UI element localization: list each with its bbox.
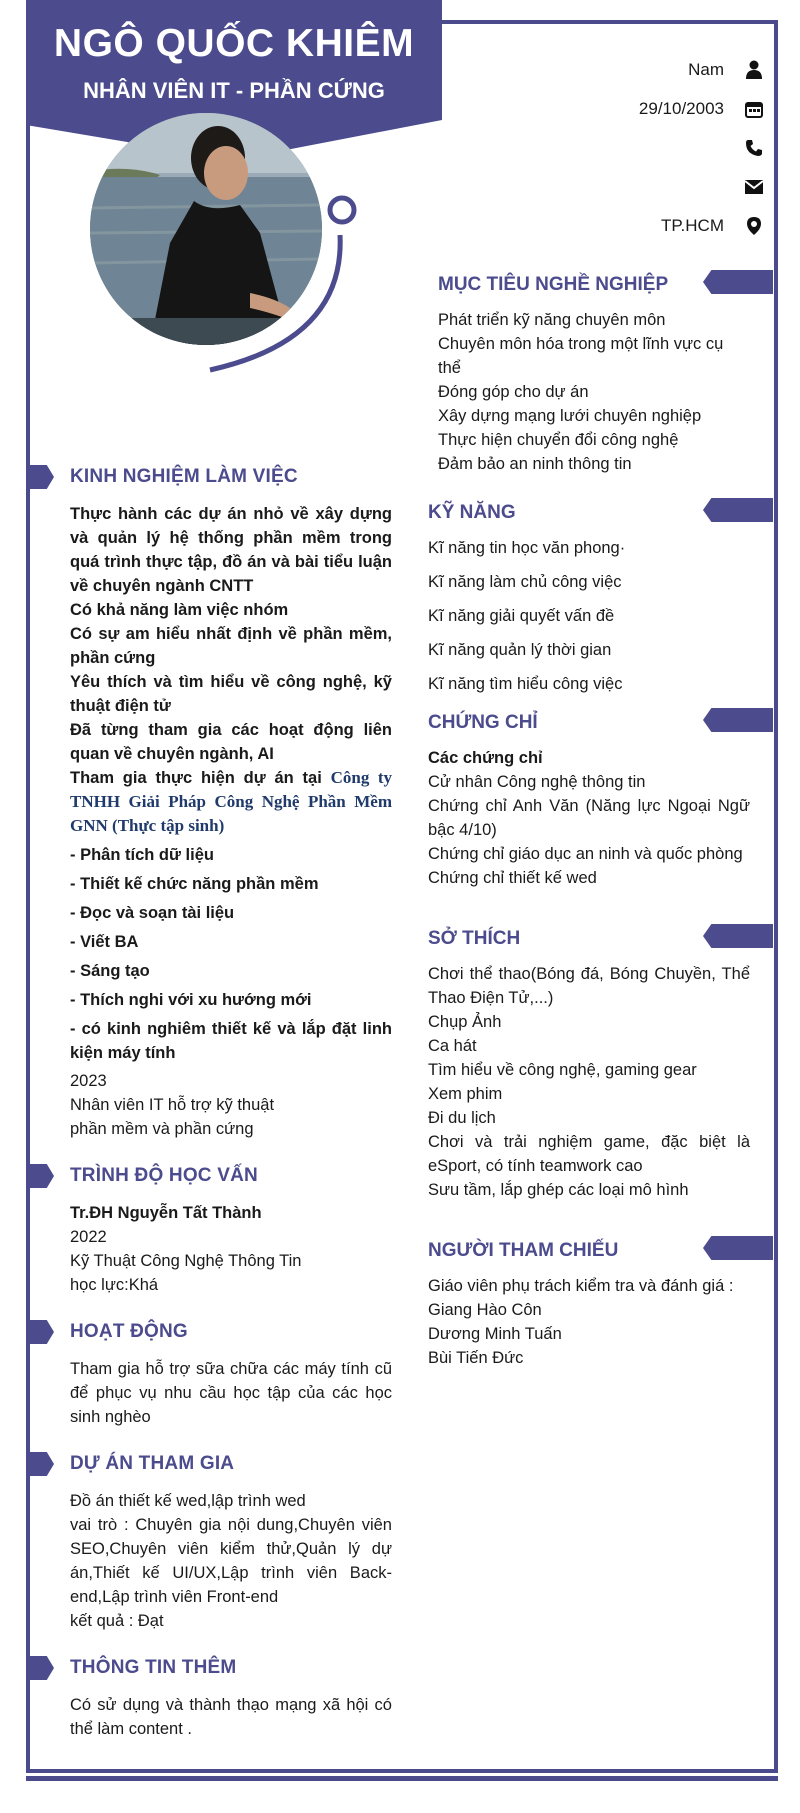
section-experience-body xyxy=(30,502,392,1141)
location-pin-icon xyxy=(744,216,764,236)
objective-item: Chuyên môn hóa trong một lĩnh vực cụ thể xyxy=(438,335,724,377)
section-hobbies xyxy=(428,924,772,1202)
education-grade: học lực:Khá xyxy=(70,1276,159,1294)
skill-item: Kĩ năng tìm hiểu công việc xyxy=(428,675,623,693)
section-references-title: NGƯỜI THAM CHIẾU xyxy=(428,1240,619,1261)
section-certificates-header xyxy=(428,708,772,738)
experience-company: Công ty TNHH Giải Pháp Công Nghệ Phần Mềm GNN (Thực tập sinh) xyxy=(70,768,392,835)
calendar-icon xyxy=(744,99,764,119)
skill-item: Kĩ năng làm chủ công việc xyxy=(428,573,622,591)
section-objective-body xyxy=(438,308,772,476)
experience-bullet: - Sáng tạo xyxy=(70,962,150,980)
page-frame-bottom xyxy=(26,1776,778,1781)
section-marker xyxy=(30,465,54,489)
section-skills-title: KỸ NĂNG xyxy=(428,502,516,523)
hobby-item: Ca hát xyxy=(428,1037,477,1055)
section-objective xyxy=(428,270,772,476)
projects-line: Đồ án thiết kế wed,lập trình wed xyxy=(70,1492,306,1510)
experience-paragraph: Đã từng tham gia các hoạt động liên quan về chuyên ngành, AI xyxy=(70,721,392,763)
section-hobbies-body xyxy=(428,962,772,1202)
hobby-item: Tìm hiểu về công nghệ, gaming gear xyxy=(428,1061,697,1079)
section-marker xyxy=(703,270,773,294)
projects-result: kết quả : Đạt xyxy=(70,1612,164,1630)
section-marker xyxy=(30,1656,54,1680)
reference-item: Bùi Tiến Đức xyxy=(428,1349,524,1367)
contact-email xyxy=(434,167,764,206)
experience-year: 2023 xyxy=(70,1072,107,1090)
certificate-item: Chứng chỉ giáo dục an ninh và quốc phòng xyxy=(428,845,743,863)
section-objective-title: MỤC TIÊU NGHỀ NGHIỆP xyxy=(438,274,669,295)
certificate-item: Cử nhân Công nghệ thông tin xyxy=(428,773,646,791)
section-activities-body xyxy=(30,1357,392,1429)
envelope-icon xyxy=(744,177,764,197)
reference-item: Dương Minh Tuấn xyxy=(428,1325,562,1343)
experience-bullet: - Viết BA xyxy=(70,933,139,951)
experience-project xyxy=(70,766,392,838)
section-extra xyxy=(30,1653,392,1741)
extra-text: Có sử dụng và thành thạo mạng xã hội có thể làm content . xyxy=(70,1696,392,1738)
education-year: 2022 xyxy=(70,1228,107,1246)
contact-birthday xyxy=(434,89,764,128)
section-references-body xyxy=(428,1274,772,1370)
contact-phone xyxy=(434,128,764,167)
person-icon xyxy=(744,60,764,80)
experience-paragraph: Có khả năng làm việc nhóm xyxy=(70,601,289,619)
section-projects-header xyxy=(30,1449,392,1479)
section-skills-body xyxy=(428,536,772,696)
objective-item: Đóng góp cho dự án xyxy=(438,383,589,401)
section-certificates-title: CHỨNG CHỈ xyxy=(428,712,538,733)
section-experience xyxy=(30,462,392,1141)
section-education-title: TRÌNH ĐỘ HỌC VẤN xyxy=(70,1165,258,1186)
section-extra-title: THÔNG TIN THÊM xyxy=(70,1657,237,1678)
section-experience-title: KINH NGHIỆM LÀM VIỆC xyxy=(70,466,298,487)
section-references xyxy=(428,1236,772,1370)
experience-project-prefix: Tham gia thực hiện dự án tại xyxy=(70,769,331,787)
experience-bullet: - Phân tích dữ liệu xyxy=(70,846,214,864)
candidate-name: NGÔ QUỐC KHIÊM xyxy=(53,22,415,65)
section-projects-body xyxy=(30,1489,392,1633)
certificate-item: Chứng chỉ thiết kế wed xyxy=(428,869,597,887)
experience-position-line1: Nhân viên IT hỗ trợ kỹ thuật xyxy=(70,1096,275,1114)
skill-item: Kĩ năng tin học văn phong· xyxy=(428,539,626,557)
right-column xyxy=(428,270,772,1370)
decorative-arc xyxy=(200,190,360,390)
reference-item: Giang Hào Côn xyxy=(428,1301,542,1319)
section-certificates xyxy=(428,708,772,890)
section-extra-header xyxy=(30,1653,392,1683)
contact-list xyxy=(434,50,764,245)
section-objective-header xyxy=(438,270,772,300)
experience-paragraph: Yêu thích và tìm hiểu về công nghệ, kỹ thuật điện tử xyxy=(70,673,392,715)
section-experience-header xyxy=(30,462,392,492)
hobby-item: Xem phim xyxy=(428,1085,503,1103)
objective-item: Thực hiện chuyển đổi công nghệ xyxy=(438,431,679,449)
contact-gender xyxy=(434,50,764,89)
left-column xyxy=(30,462,392,1741)
education-major: Kỹ Thuật Công Nghệ Thông Tin xyxy=(70,1252,302,1270)
section-certificates-body xyxy=(428,746,772,890)
contact-gender-text: Nam xyxy=(688,59,724,79)
section-projects xyxy=(30,1449,392,1633)
projects-role: vai trò : Chuyên gia nội dung,Chuyên viên SEO,Chuyên viên kiểm thử,Quản lý dự án,Thiết kế UI/UX,Lập trình viên Back-end,Lập trình viên Front-end xyxy=(70,1516,392,1606)
experience-bullet: - Thích nghi với xu hướng mới xyxy=(70,991,312,1009)
objective-item: Đảm bảo an ninh thông tin xyxy=(438,455,632,473)
hobby-item: Chơi thể thao(Bóng đá, Bóng Chuyền, Thể Thao Điện Tử,...) xyxy=(428,965,750,1007)
hobby-item: Chơi và trải nghiệm game, đặc biệt là eSport, có tính teamwork cao xyxy=(428,1133,750,1175)
section-hobbies-header xyxy=(428,924,772,954)
skill-item: Kĩ năng quản lý thời gian xyxy=(428,641,612,659)
section-skills xyxy=(428,498,772,696)
certificate-item: Chứng chỉ Anh Văn (Năng lực Ngoại Ngữ bậc 4/10) xyxy=(428,797,750,839)
section-education-header xyxy=(30,1161,392,1191)
activities-text: Tham gia hỗ trợ sữa chữa các máy tính cũ để phục vụ nhu cầu học tập của các học sinh nghèo xyxy=(70,1360,392,1426)
section-projects-title: DỰ ÁN THAM GIA xyxy=(70,1453,235,1474)
section-activities-title: HOẠT ĐỘNG xyxy=(70,1321,188,1342)
certificates-heading: Các chứng chỉ xyxy=(428,749,543,767)
section-activities xyxy=(30,1317,392,1429)
section-marker xyxy=(703,708,773,732)
hobby-item: Đi du lịch xyxy=(428,1109,496,1127)
section-skills-header xyxy=(428,498,772,528)
contact-address-text: TP.HCM xyxy=(661,215,724,235)
hobby-item: Sưu tầm, lắp ghép các loại mô hình xyxy=(428,1181,689,1199)
experience-bullet: - có kinh nghiêm thiết kế và lắp đặt linh kiện máy tính xyxy=(70,1020,392,1062)
education-school: Tr.ĐH Nguyễn Tất Thành xyxy=(70,1204,262,1222)
objective-item: Xây dựng mạng lưới chuyên nghiệp xyxy=(438,407,702,425)
references-intro: Giáo viên phụ trách kiểm tra và đánh giá : xyxy=(428,1277,734,1295)
section-marker xyxy=(703,498,773,522)
section-hobbies-title: SỞ THÍCH xyxy=(428,928,521,949)
section-references-header xyxy=(428,1236,772,1266)
section-education-body xyxy=(30,1201,392,1297)
section-marker xyxy=(703,924,773,948)
section-education xyxy=(30,1161,392,1297)
section-activities-header xyxy=(30,1317,392,1347)
skill-item: Kĩ năng giải quyết vấn đề xyxy=(428,607,615,625)
experience-bullet: - Thiết kế chức năng phần mềm xyxy=(70,875,319,893)
experience-position-line2: phần mềm và phần cứng xyxy=(70,1120,254,1138)
section-marker xyxy=(30,1452,54,1476)
phone-icon xyxy=(744,138,764,158)
contact-birthday-text: 29/10/2003 xyxy=(638,98,724,118)
experience-paragraph: Có sự am hiểu nhất định về phần mềm, phần cứng xyxy=(70,625,392,667)
contact-address xyxy=(434,206,764,245)
section-marker xyxy=(30,1164,54,1188)
candidate-role: NHÂN VIÊN IT - PHẦN CỨNG xyxy=(83,78,385,103)
experience-paragraph: Thực hành các dự án nhỏ về xây dựng và quản lý hệ thống phần mềm trong quá trình thực tập, đồ án và bài tiểu luận về chuyên ngành CNTT xyxy=(70,505,392,595)
section-marker xyxy=(30,1320,54,1344)
section-extra-body xyxy=(30,1693,392,1741)
experience-bullet: - Đọc và soạn tài liệu xyxy=(70,904,235,922)
section-marker xyxy=(703,1236,773,1260)
hobby-item: Chụp Ảnh xyxy=(428,1013,502,1031)
objective-item: Phát triển kỹ năng chuyên môn xyxy=(438,311,666,329)
